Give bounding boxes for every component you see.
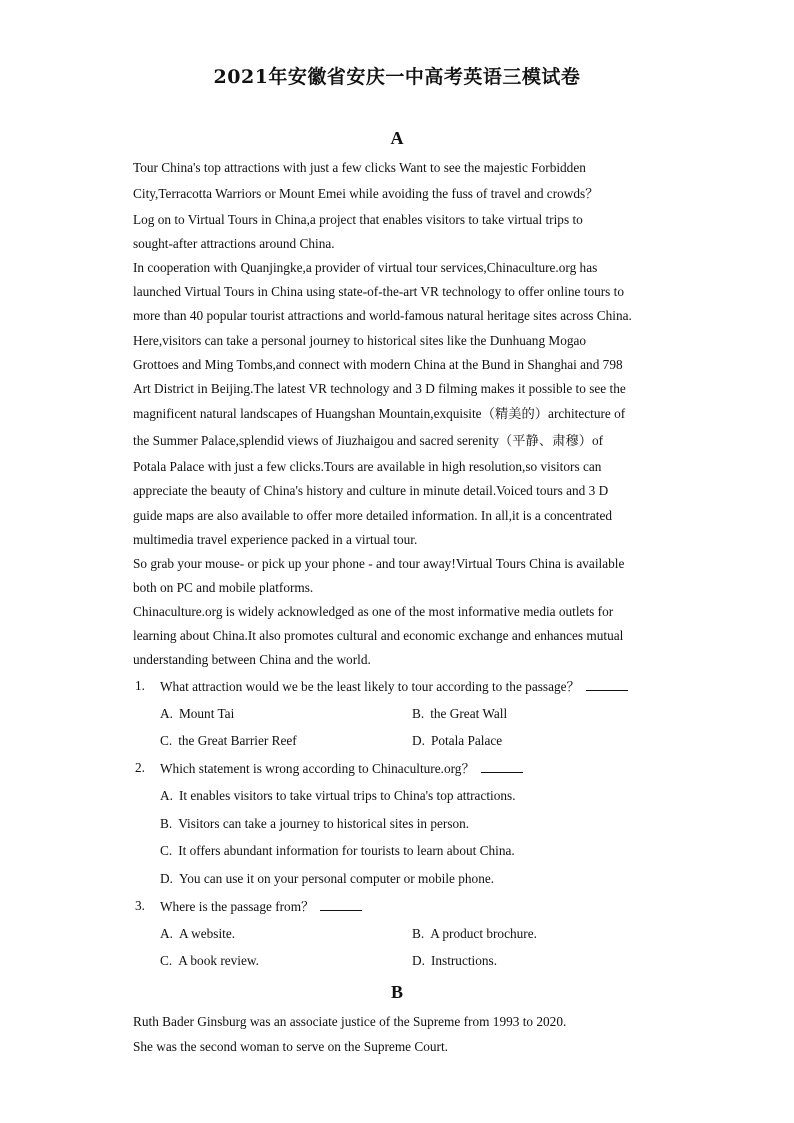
page-title: 2021年安徽省安庆一中高考英语三模试卷 xyxy=(213,66,581,88)
passage-line: multimedia travel experience packed in a virtual tour. xyxy=(133,532,418,547)
question-text xyxy=(160,760,523,777)
option-c: C. A book review. xyxy=(160,953,259,968)
passage-line: launched Virtual Tours in China using state-of-the-art VR technology to offer online tours to xyxy=(133,284,625,299)
option-b: B. Visitors can take a journey to historical sites in person. xyxy=(160,816,470,831)
question-stem: What attraction would we be the least likely to tour according to the passage？ xyxy=(160,679,580,694)
option-a: A. It enables visitors to take virtual trips to China's top attractions. xyxy=(160,788,516,803)
question-text xyxy=(160,678,628,695)
passage-line: more than 40 popular tourist attractions and world-famous natural heritage sites across China. xyxy=(133,308,632,323)
option-a: A. A website. xyxy=(160,926,236,941)
option-a: A. Mount Tai xyxy=(160,706,235,721)
question-number: 3. xyxy=(135,898,145,913)
option-d: D. Instructions. xyxy=(412,953,498,968)
passage-line: City,Terracotta Warriors or Mount Emei while avoiding the fuss of travel and crowds？ xyxy=(133,186,599,201)
passage-line: Here,visitors can take a personal journey to historical sites like the Dunhuang Mogao xyxy=(133,333,587,348)
passage-line: magnificent natural landscapes of Huangshan Mountain,exquisite（精美的）architecture of xyxy=(133,406,626,421)
option-d: D. You can use it on your personal computer or mobile phone. xyxy=(160,871,495,886)
answer-blank xyxy=(586,678,628,691)
passage-line: the Summer Palace,splendid views of Jiuzhaigou and sacred serenity（平静、肃穆）of xyxy=(133,433,604,448)
section-b-heading: B xyxy=(390,982,403,1002)
option-b: B. A product brochure. xyxy=(412,926,537,941)
passage-line: Art District in Beijing.The latest VR technology and 3 D filming makes it possible to see the xyxy=(133,381,626,396)
question-text xyxy=(160,898,362,915)
option-b: B. the Great Wall xyxy=(412,706,508,721)
passage-line: She was the second woman to serve on the Supreme Court. xyxy=(133,1039,448,1054)
question-number: 2. xyxy=(135,760,145,775)
passage-line: Ruth Bader Ginsburg was an associate justice of the Supreme from 1993 to 2020. xyxy=(133,1014,567,1029)
passage-line: Chinaculture.org is widely acknowledged as one of the most informative media outlets for xyxy=(133,604,614,619)
question-stem: Which statement is wrong according to Chinaculture.org？ xyxy=(160,761,475,776)
passage-line: guide maps are also available to offer more detailed information. In all,it is a concentrated xyxy=(133,508,612,523)
passage-line: So grab your mouse- or pick up your phone - and tour away!Virtual Tours China is available xyxy=(133,556,625,571)
passage-line: sought-after attractions around China. xyxy=(133,236,335,251)
passage-line: appreciate the beauty of China's history and culture in minute detail.Voiced tours and 3 D xyxy=(133,483,609,498)
question-number: 1. xyxy=(135,678,145,693)
section-a-heading: A xyxy=(390,128,404,148)
answer-blank xyxy=(481,760,523,773)
passage-line: In cooperation with Quanjingke,a provider of virtual tour services,Chinaculture.org has xyxy=(133,260,598,275)
question-stem: Where is the passage from？ xyxy=(160,899,315,914)
passage-line: Log on to Virtual Tours in China,a project that enables visitors to take virtual trips to xyxy=(133,212,583,227)
passage-line: learning about China.It also promotes cultural and economic exchange and enhances mutual xyxy=(133,628,624,643)
passage-line: both on PC and mobile platforms. xyxy=(133,580,314,595)
answer-blank xyxy=(320,898,362,911)
option-c: C. It offers abundant information for tourists to learn about China. xyxy=(160,843,515,858)
option-c: C. the Great Barrier Reef xyxy=(160,733,297,748)
passage-line: Grottoes and Ming Tombs,and connect with modern China at the Bund in Shanghai and 798 xyxy=(133,357,623,372)
passage-line: Tour China's top attractions with just a few clicks Want to see the majestic Forbidden xyxy=(133,160,586,175)
option-d: D. Potala Palace xyxy=(412,733,503,748)
passage-line: understanding between China and the world. xyxy=(133,652,371,667)
passage-line: Potala Palace with just a few clicks.Tours are available in high resolution,so visitors can xyxy=(133,459,602,474)
